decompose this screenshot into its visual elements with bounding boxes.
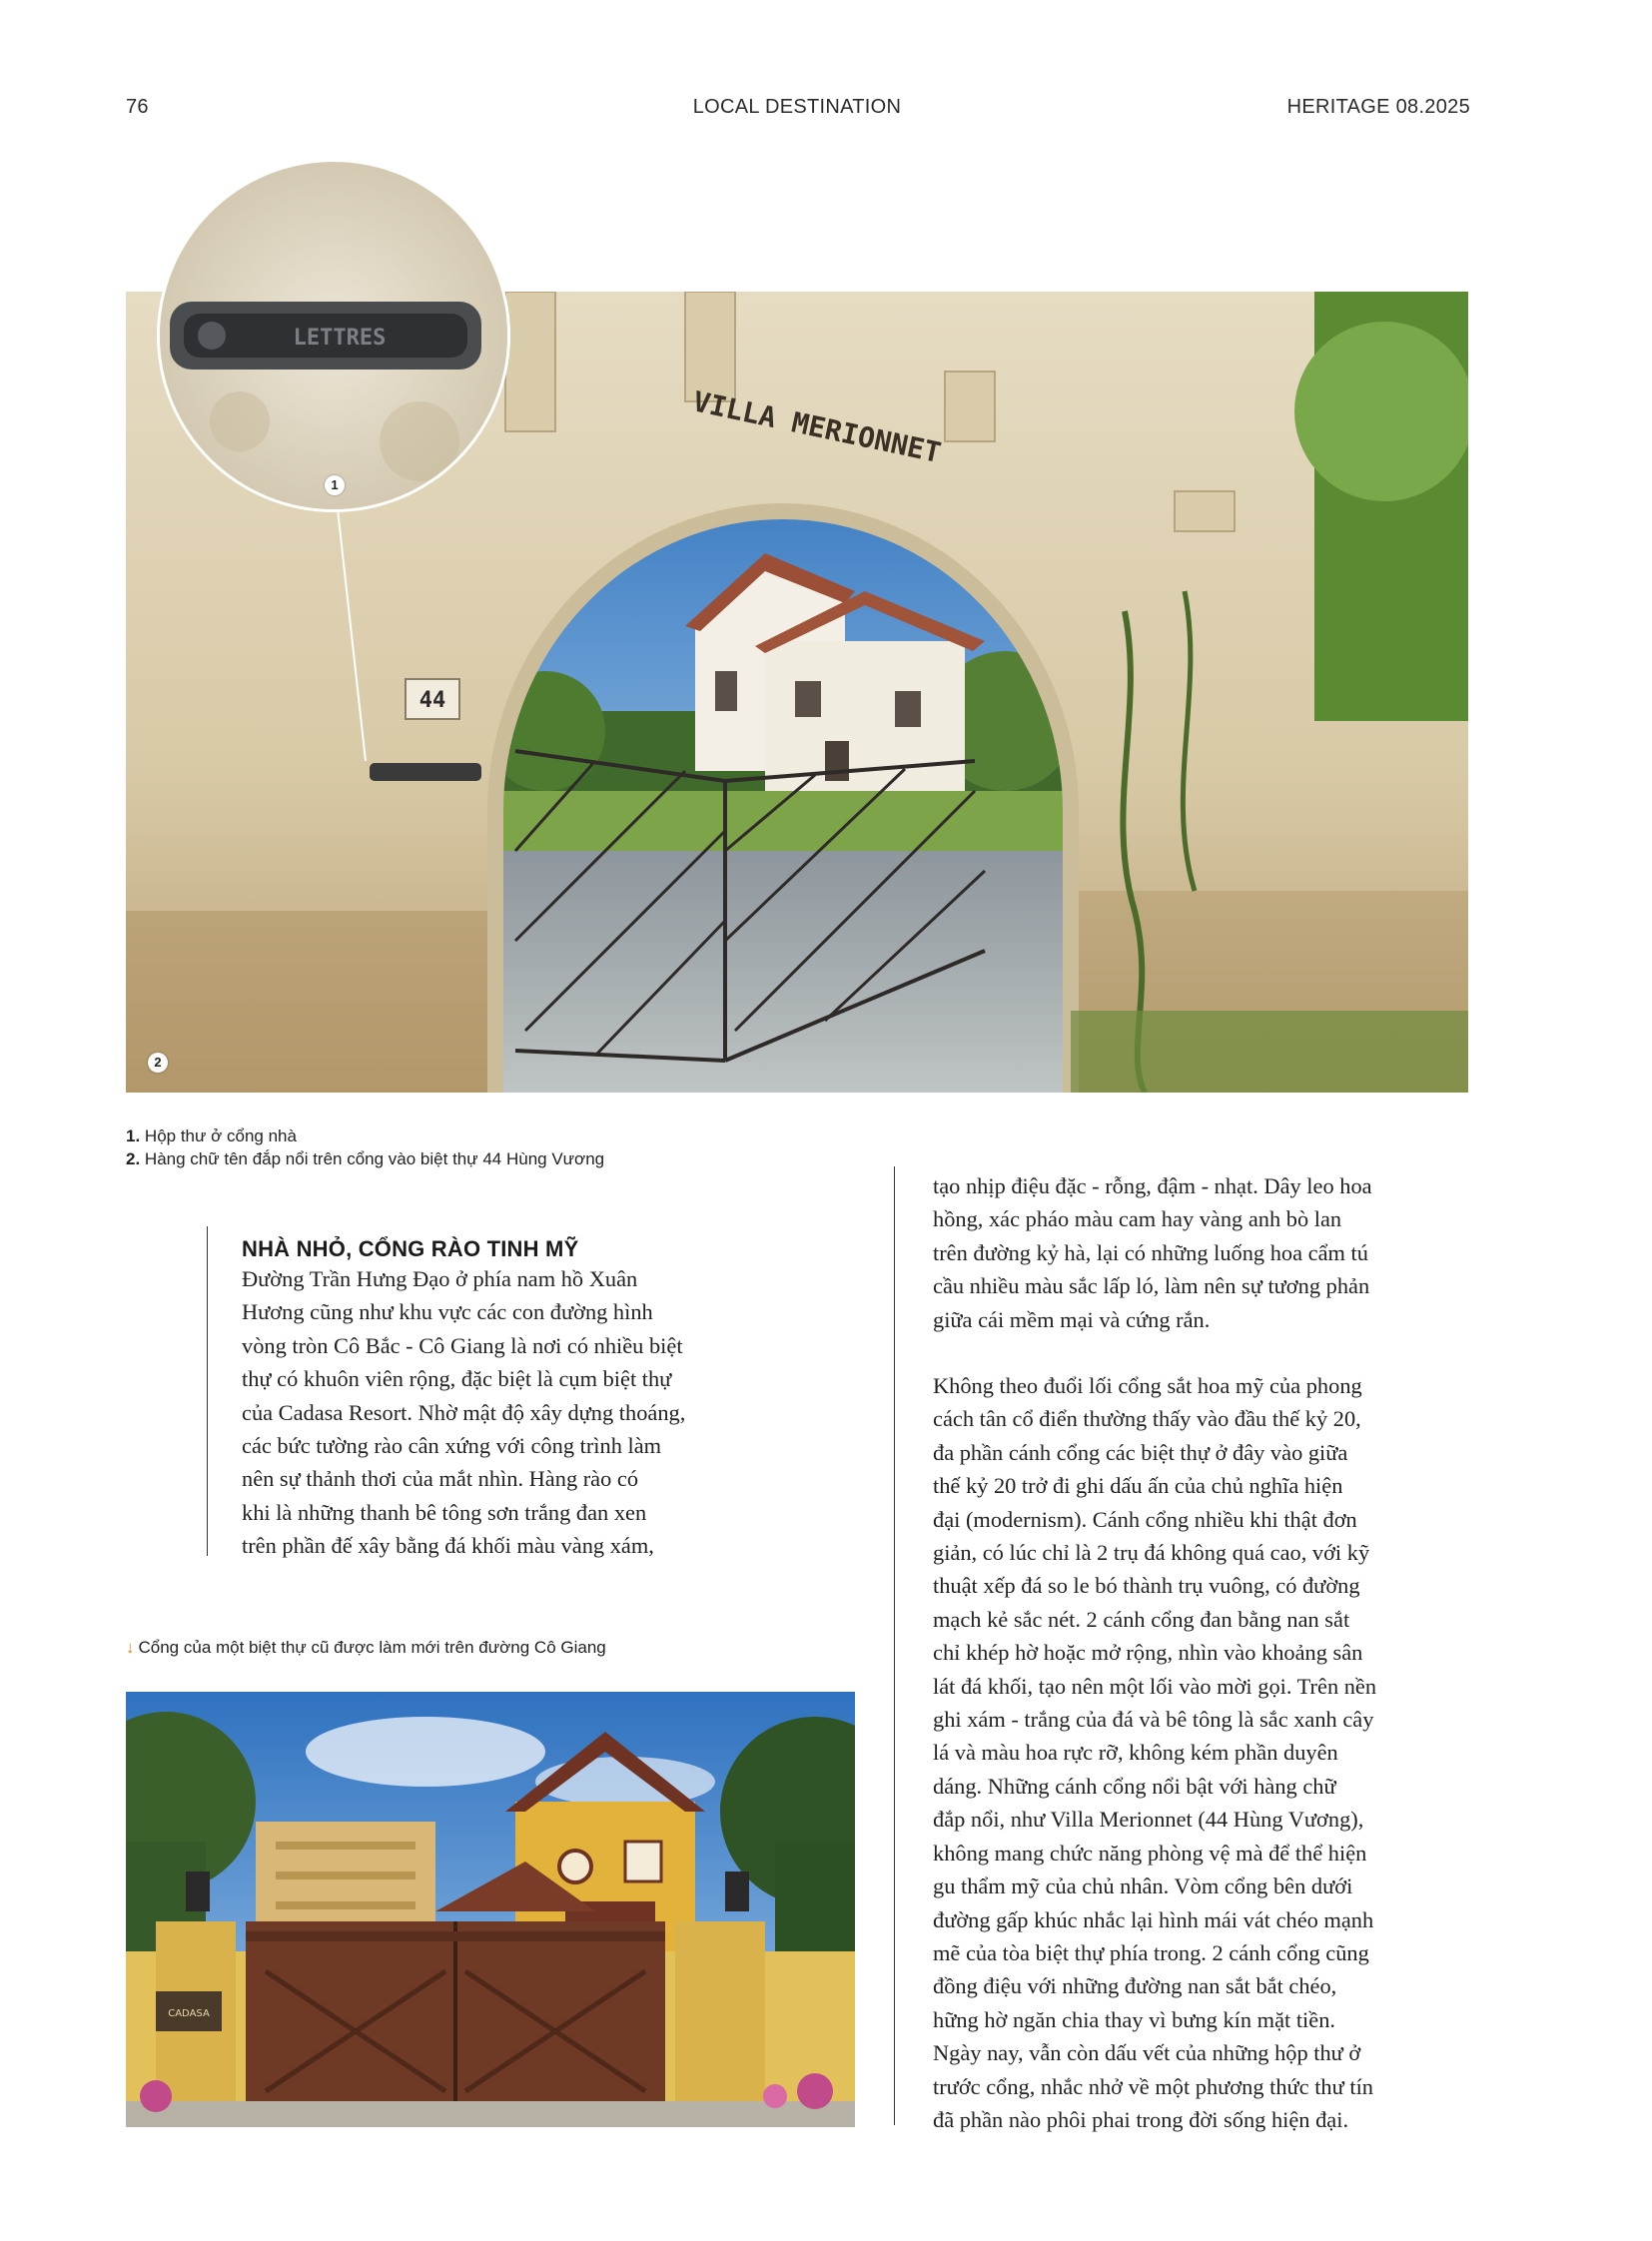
small-photo-sign: CADASA: [168, 2008, 210, 2019]
arrow-down-icon: ↓: [126, 1638, 135, 1657]
inset-photo-mailbox: [160, 162, 507, 509]
small-photo-caption: ↓ Cổng của một biệt thự cũ được làm mới trên đường Cô Giang: [126, 1638, 606, 1657]
arch-lettering: VILLA MERIONNET: [689, 384, 945, 470]
article-col2-para2: Không theo đuổi lối cổng sắt hoa mỹ của phong cách tân cổ điển thường thấy vào đầu thế kỷ 20, đa phần cánh cổng các biệt thự ở đây vào giữa thế kỷ 20 trở đi ghi dấu ấn của chủ nghĩa hiện đại (modernism). Cánh cổng nhiều khi thật đơn giản, có lúc chỉ là 2 trụ đá không quá cao, với kỹ thuật xếp đá so le bó thành trụ vuông, có đường mạch kẻ sắc nét. 2 cánh cổng đan bằng nan sắt chỉ khép hờ hoặc mở rộng, nhìn vào khoảng sân lát đá khối, tạo nên một lối vào mời gọi. Trên nền ghi xám - trắng của đá và bê tông là sắc xanh cây lá và màu hoa rực rỡ, không kém phần duyên dáng. Những cánh cổng nổi bật với hàng chữ đắp nổi, như Villa Merionnet (44 Hùng Vương), không mang chức năng phòng vệ mà để thể hiện gu thẩm mỹ của chủ nhân. Vòm cổng bên dưới đường gấp khúc nhắc lại hình mái vát chéo mạnh mẽ của tòa biệt thự phía trong. 2 cánh cổng cũng đồng điệu với những đường nan sắt bắt chéo, hững hờ ngăn chia thay vì bưng kín mặt tiền. Ngày nay, vẫn còn dấu vết của những hộp thư ở trước cổng, nhắc nhở về một phương thức thư tín đã phần nào phôi phai trong đời sống hiện đại.: [933, 1373, 1377, 2132]
column-divider-right: [894, 1166, 895, 2125]
page-number: 76: [126, 96, 149, 118]
house-number: 44: [418, 688, 446, 713]
mailbox-plate-text: LETTRES: [293, 326, 387, 351]
badge-2: 2: [148, 1053, 168, 1073]
issue-label: HERITAGE 08.2025: [1286, 96, 1470, 118]
article-col1: Đường Trần Hưng Đạo ở phía nam hồ Xuân Hương cũng như khu vực các con đường hình vòng tròn Cô Bắc - Cô Giang là nơi có nhiều biệt thự có khuôn viên rộng, đặc biệt là cụm biệt thự của Cadasa Resort. Nhờ mật độ xây dựng thoáng, các bức tường rào cân xứng với công trình làm nên sự thảnh thơi của mắt nhìn. Hàng rào có khi là những thanh bê tông sơn trắng đan xen trên phần đế xây bằng đá khối màu vàng xám,: [242, 1266, 686, 1559]
section-title: LOCAL DESTINATION: [692, 96, 902, 118]
caption-1: 1. Hộp thư ở cổng nhà: [126, 1126, 297, 1145]
section-heading: NHÀ NHỎ, CỔNG RÀO TINH MỸ: [242, 1236, 579, 1261]
small-photo-cadasa-gate: [126, 1692, 855, 2127]
column-divider-left: [207, 1226, 208, 1556]
badge-1: 1: [325, 475, 345, 495]
photo-captions: [126, 1124, 604, 1170]
caption-2: 2. Hàng chữ tên đắp nổi trên cổng vào biệt thự 44 Hùng Vương: [126, 1149, 605, 1168]
article-col2-para1: tạo nhịp điệu đặc - rỗng, đậm - nhạt. Dây leo hoa hồng, xác pháo màu cam hay vàng anh bò lan trên đường kỷ hà, lại có những luống hoa cẩm tú cầu nhiều màu sắc lấp ló, làm nên sự tương phản giữa cái mềm mại và cứng rắn.: [933, 1173, 1372, 1332]
